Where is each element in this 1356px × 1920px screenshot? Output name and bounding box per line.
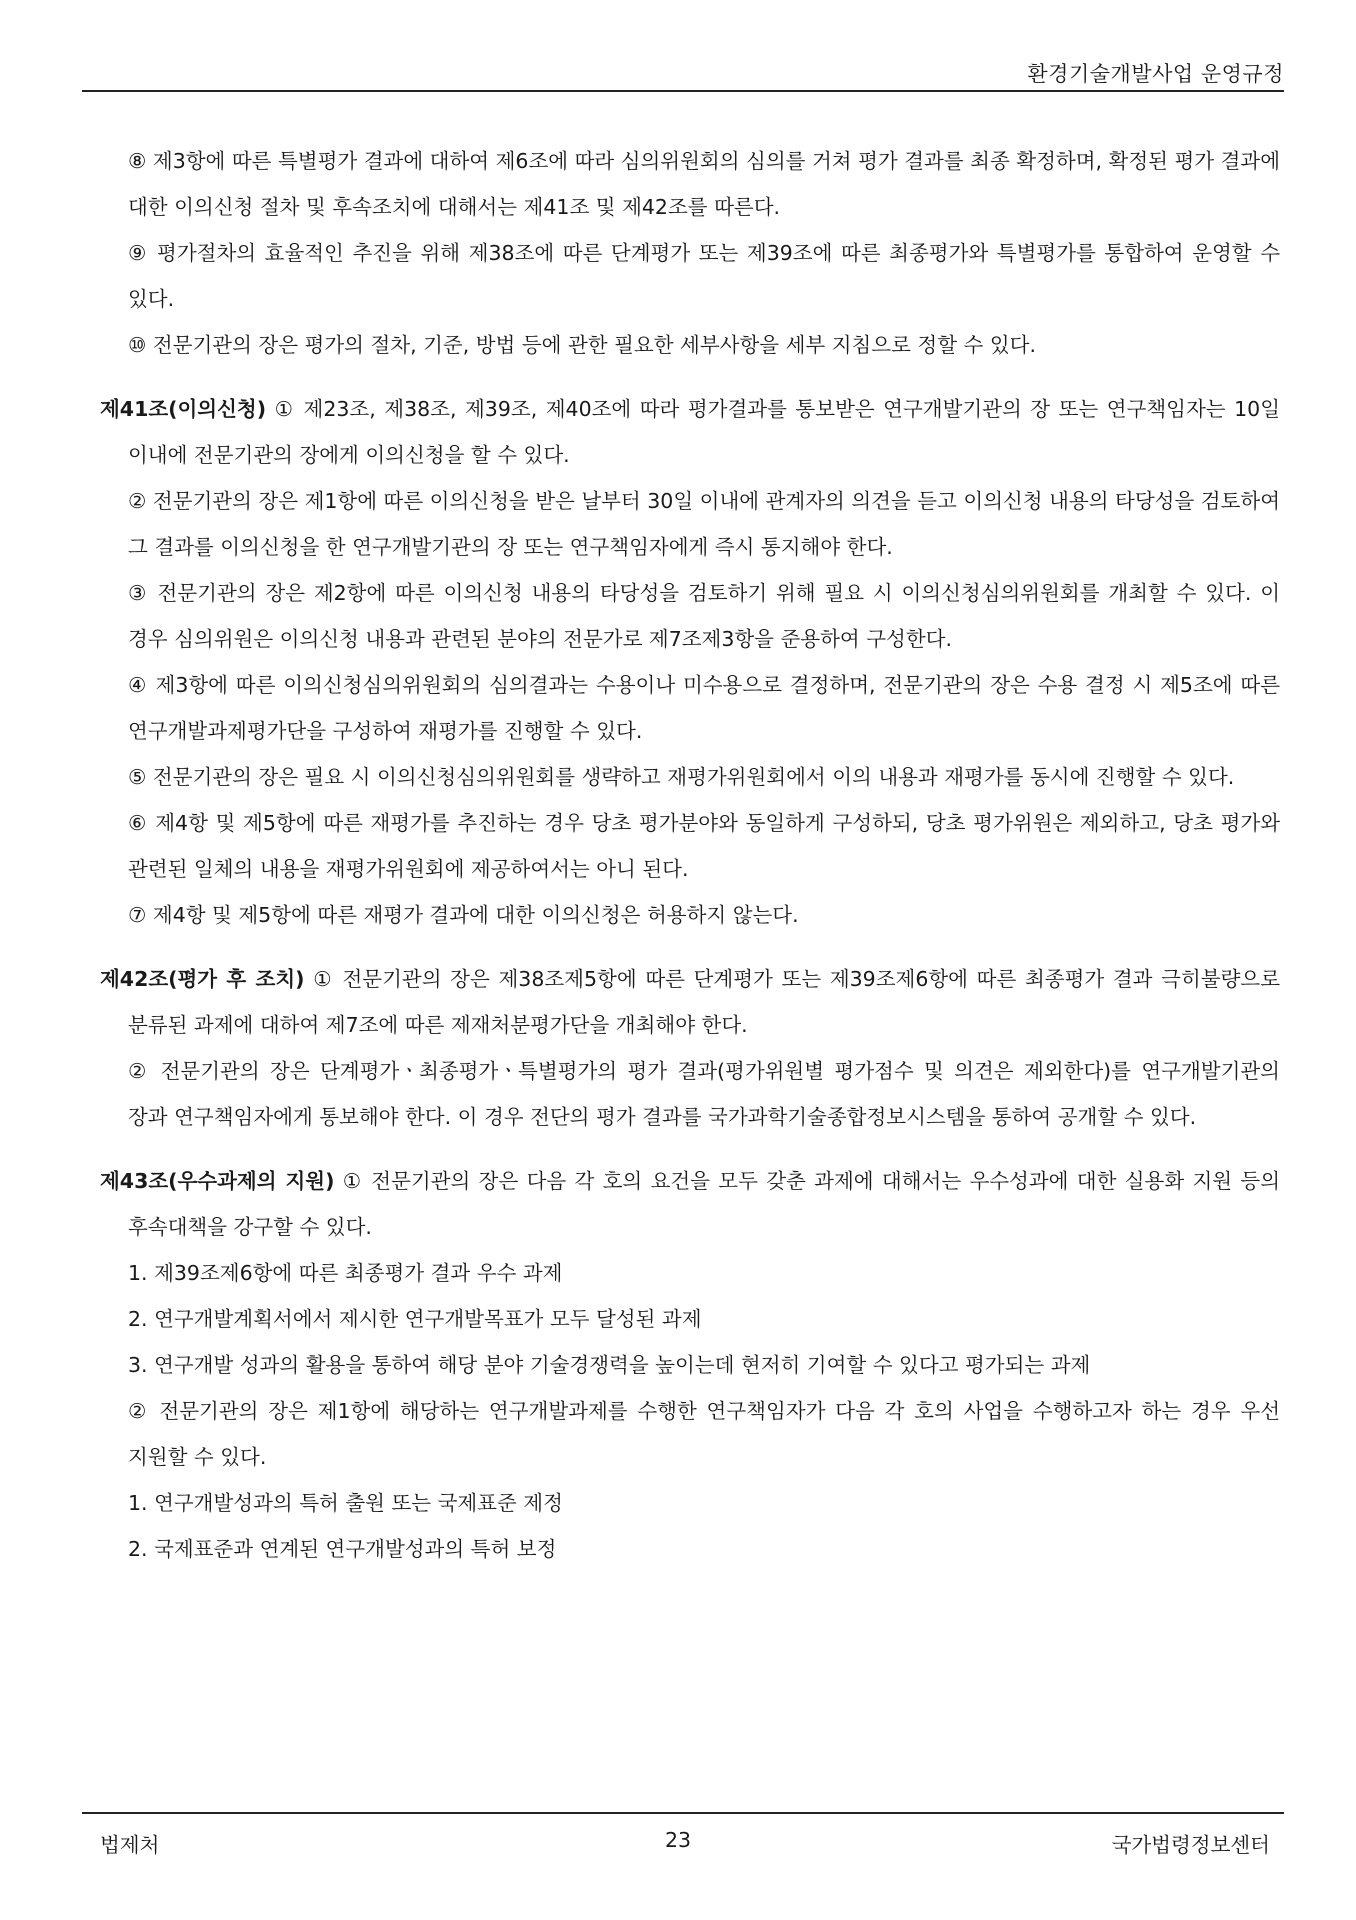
article-paragraph [100, 1158, 1280, 1250]
numbered-item [100, 1480, 1280, 1526]
paragraph-text: ② 전문기관의 장은 제1항에 따른 이의신청을 받은 날부터 30일 이내에 관계자의 의견을 듣고 이의신청 내용의 타당성을 검토하여 그 결과를 이의신청을 한 연구개발기관의 장 또는 연구책임자에게 즉시 통지해야 한다. [128, 489, 1280, 559]
footer-source: 국가법령정보센터 [1111, 1833, 1270, 1857]
numbered-item [100, 1342, 1280, 1388]
paragraph-text: ③ 전문기관의 장은 제2항에 따른 이의신청 내용의 타당성을 검토하기 위해 필요 시 이의신청심의위원회를 개최할 수 있다. 이 경우 심의위원은 이의신청 내용과 관련된 분야의 전문가로 제7조제3항을 준용하여 구성한다. [128, 581, 1280, 651]
footer-publisher: 법제처 [100, 1833, 160, 1857]
paragraph-text: 1. 연구개발성과의 특허 출원 또는 국제표준 제정 [128, 1491, 563, 1515]
paragraph-text: 1. 제39조제6항에 따른 최종평가 결과 우수 과제 [128, 1261, 563, 1285]
paragraph-text: ⑨ 평가절차의 효율적인 추진을 위해 제38조에 따른 단계평가 또는 제39조에 따른 최종평가와 특별평가를 통합하여 운영할 수 있다. [128, 241, 1280, 311]
paragraph-text: ④ 제3항에 따른 이의신청심의위원회의 심의결과는 수용이나 미수용으로 결정하며, 전문기관의 장은 수용 결정 시 제5조에 따른 연구개발과제평가단을 구성하여 재평가를 진행할 수 있다. [128, 673, 1280, 743]
paragraph-text: ① 제23조, 제38조, 제39조, 제40조에 따라 평가결과를 통보받은 연구개발기관의 장 또는 연구책임자는 10일 이내에 전문기관의 장에게 이의신청을 할 수 있다. [128, 397, 1280, 467]
article-heading: 제41조(이의신청) [100, 397, 267, 421]
article-paragraph [100, 386, 1280, 478]
article-paragraph [100, 956, 1280, 1048]
paragraph-text: ⑤ 전문기관의 장은 필요 시 이의신청심의위원회를 생략하고 재평가위원회에서 이의 내용과 재평가를 동시에 진행할 수 있다. [128, 765, 1235, 789]
clause-paragraph [100, 800, 1280, 892]
paragraph-text: 2. 국제표준과 연계된 연구개발성과의 특허 보정 [128, 1537, 557, 1561]
clause-paragraph [100, 754, 1280, 800]
numbered-item [100, 1296, 1280, 1342]
document-body [100, 138, 1280, 1572]
clause-paragraph [100, 1388, 1280, 1480]
clause-paragraph [100, 1048, 1280, 1140]
clause-paragraph [100, 570, 1280, 662]
paragraph-text: 3. 연구개발 성과의 활용을 통하여 해당 분야 기술경쟁력을 높이는데 현저히 기여할 수 있다고 평가되는 과제 [128, 1353, 1091, 1377]
paragraph-text: ① 전문기관의 장은 다음 각 호의 요건을 모두 갖춘 과제에 대해서는 우수성과에 대한 실용화 지원 등의 후속대책을 강구할 수 있다. [128, 1169, 1280, 1239]
header-divider [82, 90, 1284, 92]
numbered-item [100, 1526, 1280, 1572]
paragraph-text: 2. 연구개발계획서에서 제시한 연구개발목표가 모두 달성된 과제 [128, 1307, 702, 1331]
article-heading: 제43조(우수과제의 지원) [100, 1169, 335, 1193]
clause-paragraph [100, 892, 1280, 938]
clause-paragraph [100, 230, 1280, 322]
numbered-item [100, 1250, 1280, 1296]
page-header-title: 환경기술개발사업 운영규정 [1027, 62, 1284, 86]
paragraph-text: ⑦ 제4항 및 제5항에 따른 재평가 결과에 대한 이의신청은 허용하지 않는다. [128, 903, 799, 927]
clause-paragraph [100, 662, 1280, 754]
paragraph-text: ① 전문기관의 장은 제38조제5항에 따른 단계평가 또는 제39조제6항에 따른 최종평가 결과 극히불량으로 분류된 과제에 대하여 제7조에 따른 제재처분평가단을 개최해야 한다. [128, 967, 1280, 1037]
clause-paragraph [100, 478, 1280, 570]
clause-paragraph [100, 138, 1280, 230]
paragraph-text: ② 전문기관의 장은 제1항에 해당하는 연구개발과제를 수행한 연구책임자가 다음 각 호의 사업을 수행하고자 하는 경우 우선 지원할 수 있다. [128, 1399, 1280, 1469]
paragraph-text: ⑧ 제3항에 따른 특별평가 결과에 대하여 제6조에 따라 심의위원회의 심의를 거쳐 평가 결과를 최종 확정하며, 확정된 평가 결과에 대한 이의신청 절차 및 후속조치에 대해서는 제41조 및 제42조를 따른다. [128, 149, 1280, 219]
article-heading: 제42조(평가 후 조치) [100, 967, 305, 991]
paragraph-text: ⑥ 제4항 및 제5항에 따른 재평가를 추진하는 경우 당초 평가분야와 동일하게 구성하되, 당초 평가위원은 제외하고, 당초 평가와 관련된 일체의 내용을 재평가위원회에 제공하여서는 아니 된다. [128, 811, 1280, 881]
footer-divider [82, 1812, 1284, 1814]
paragraph-text: ② 전문기관의 장은 단계평가ㆍ최종평가ㆍ특별평가의 평가 결과(평가위원별 평가점수 및 의견은 제외한다)를 연구개발기관의 장과 연구책임자에게 통보해야 한다. 이 경우 전단의 평가 결과를 국가과학기술종합정보시스템을 통하여 공개할 수 있다. [128, 1059, 1280, 1129]
page-number: 23 [664, 1828, 692, 1852]
paragraph-text: ⑩ 전문기관의 장은 평가의 절차, 기준, 방법 등에 관한 필요한 세부사항을 세부 지침으로 정할 수 있다. [128, 333, 1036, 357]
clause-paragraph [100, 322, 1280, 368]
